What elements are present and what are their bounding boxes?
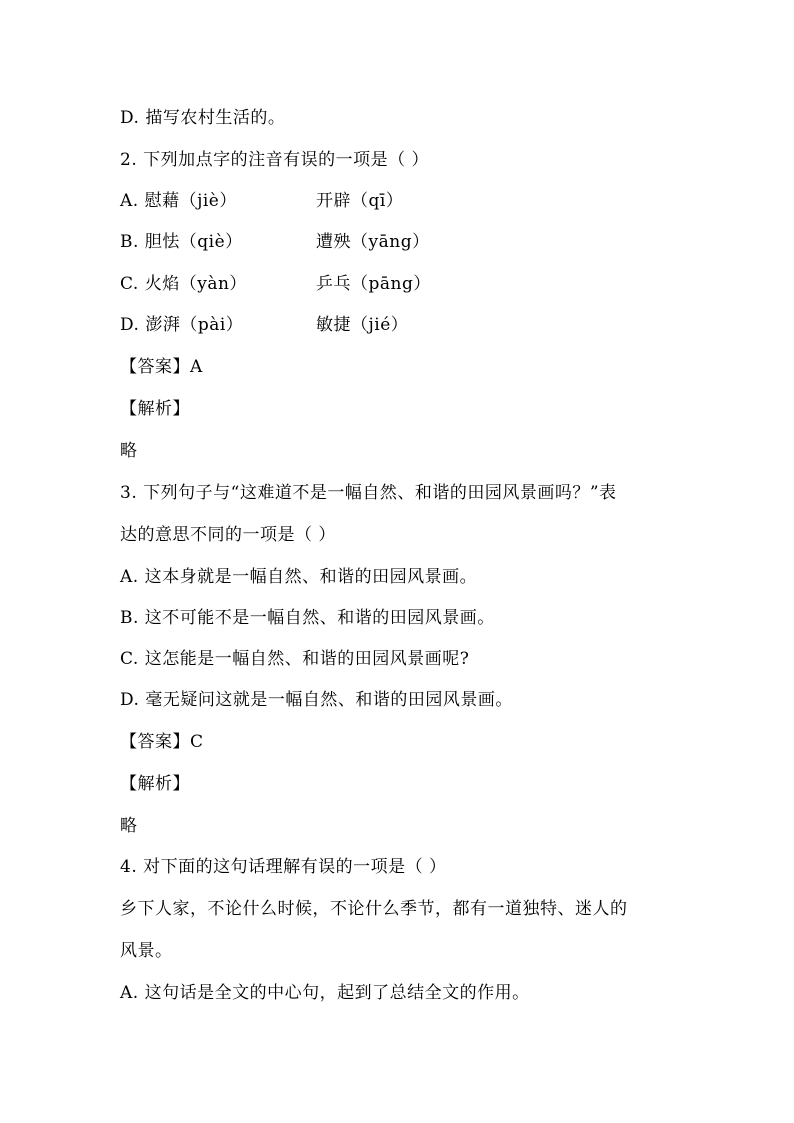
q2-option-d-row (120, 314, 409, 336)
q2-option-a-second: 开辟（qī） (316, 191, 404, 211)
q2-option-c-row (120, 273, 431, 295)
q2-analysis: 略 (120, 441, 138, 461)
q3-analysis: 略 (120, 816, 138, 836)
q2-option-d-second: 敏捷（jié） (316, 315, 409, 335)
q4-stem: 4. 对下面的这句话理解有误的一项是（ ） (120, 857, 447, 877)
q3-option-c: C. 这怎能是一幅自然、和谐的田园风景画呢? (120, 649, 470, 669)
q2-option-a-row (120, 190, 404, 212)
q3-stem-line2: 达的意思不同的一项是（ ） (120, 525, 336, 545)
q2-option-d: D. 澎湃（pài） (120, 315, 244, 335)
q2-analysis-label: 【解析】 (120, 399, 190, 419)
q3-option-a: A. 这本身就是一幅自然、和谐的田园风景画。 (120, 567, 478, 587)
q2-answer: 【答案】A (120, 357, 203, 377)
q4-quote-line2: 风景。 (120, 941, 173, 961)
q4-quote-line1: 乡下人家，不论什么时候，不论什么季节，都有一道独特、迷人的 (120, 899, 628, 919)
q3-stem-line1: 3. 下列句子与“这难道不是一幅自然、和谐的田园风景画吗？”表 (120, 483, 617, 503)
q4-option-a: A. 这句话是全文的中心句，起到了总结全文的作用。 (120, 983, 530, 1003)
q2-option-c-second: 乒乓（pāng） (316, 274, 431, 294)
q3-analysis-label: 【解析】 (120, 774, 190, 794)
q3-answer: 【答案】C (120, 732, 204, 752)
q3-option-d: D. 毫无疑问这就是一幅自然、和谐的田园风景画。 (120, 690, 513, 710)
q2-option-b-row (120, 231, 430, 253)
q3-option-b: B. 这不可能不是一幅自然、和谐的田园风景画。 (120, 608, 495, 628)
q2-stem: 2. 下列加点字的注音有误的一项是（ ） (120, 150, 430, 170)
q1-option-d: D. 描写农村生活的。 (120, 108, 286, 128)
q2-option-c: C. 火焰（yàn） (120, 274, 247, 294)
q2-option-a: A. 慰藉（jiè） (120, 191, 237, 211)
q2-option-b-second: 遭殃（yāng） (316, 232, 430, 252)
q2-option-b: B. 胆怯（qiè） (120, 232, 243, 252)
